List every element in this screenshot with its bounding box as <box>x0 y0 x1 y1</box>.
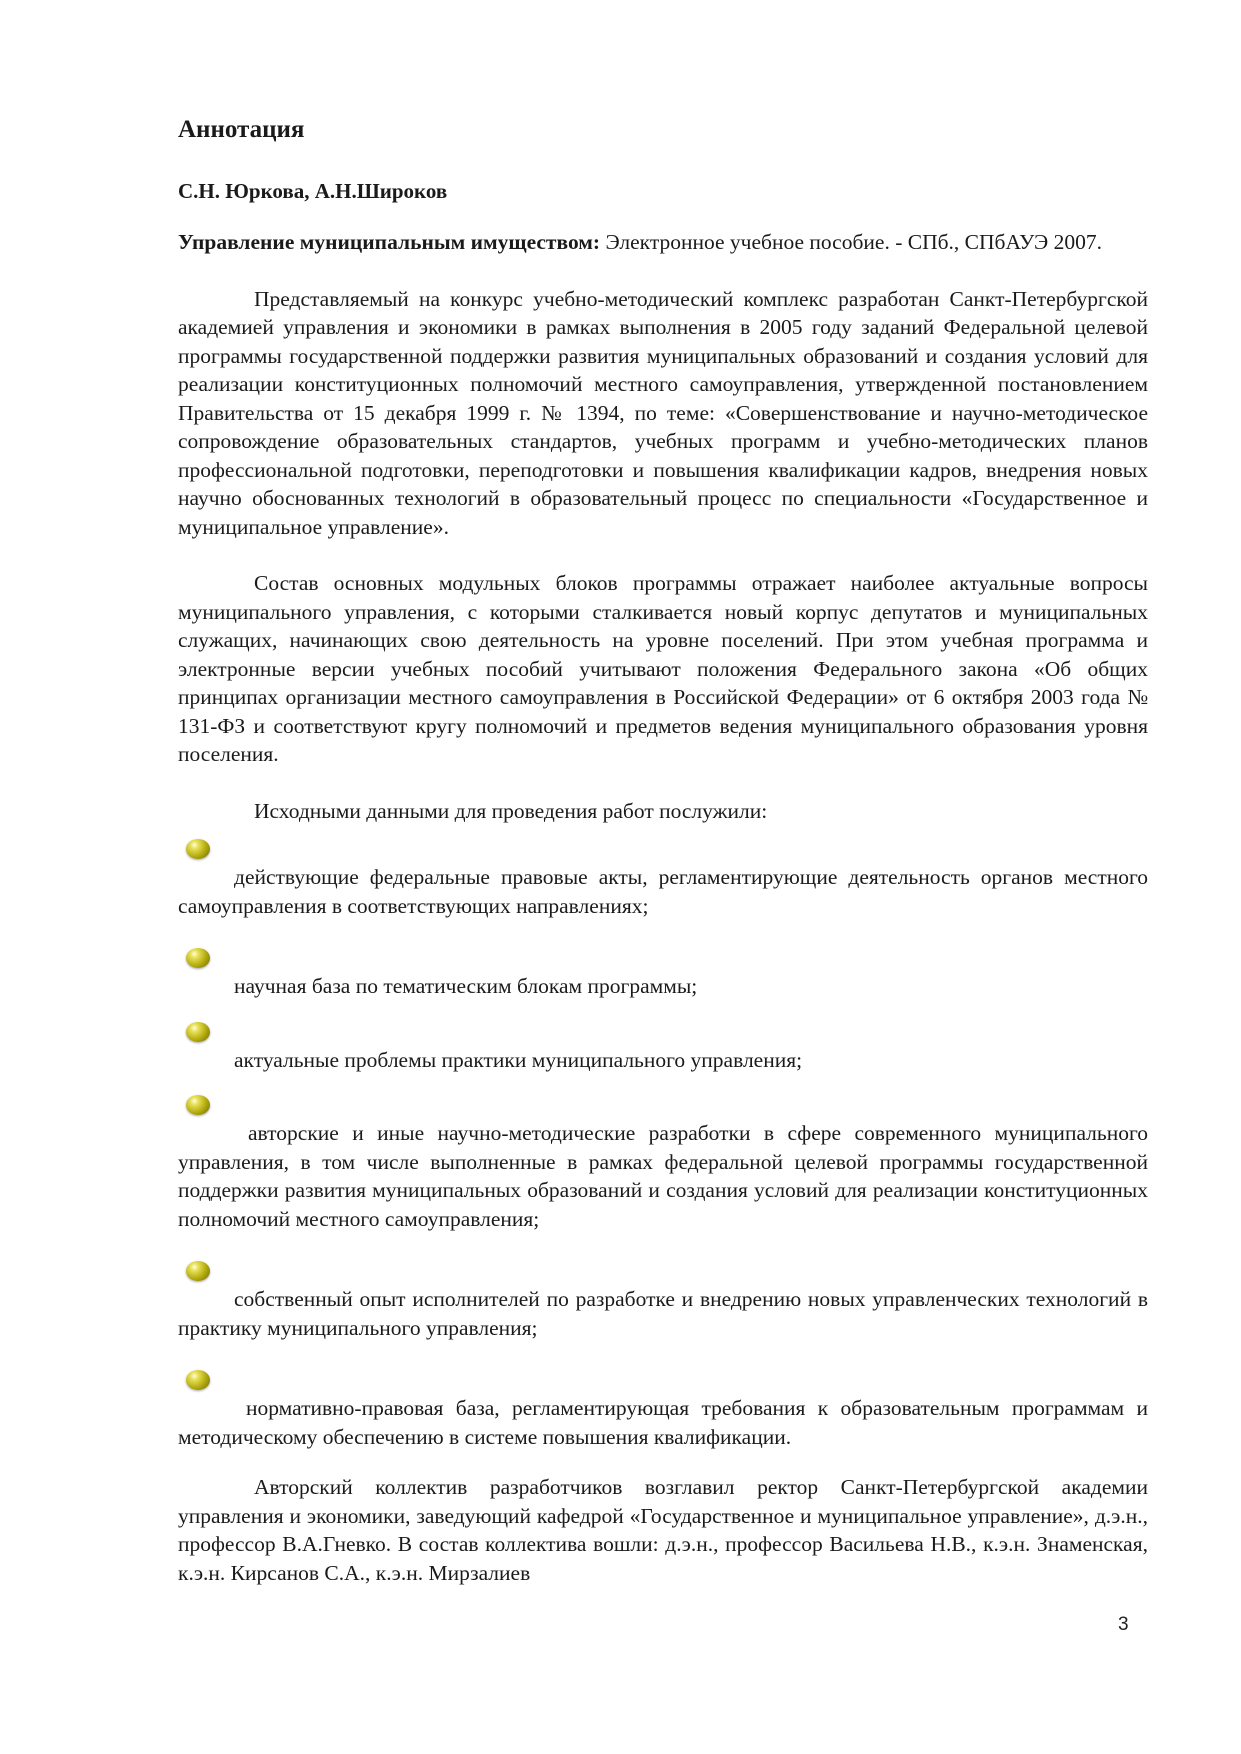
bullet-ball-icon <box>186 1261 210 1281</box>
page-number: 3 <box>1118 1614 1129 1635</box>
list-item <box>178 851 1148 920</box>
list-item-text: авторские и иные научно-методические разработки в сфере современного муниципального управления, в том числе выполненные в рамках федеральной целевой программы государственной поддержки развития муниципальных образований и создания условий для реализации конституционных полномочий местного самоуправления; <box>178 1121 1148 1231</box>
list-item <box>178 1273 1148 1342</box>
book-details: Электронное учебное пособие. - СПб., СПбАУЭ 2007. <box>600 230 1103 254</box>
list-item <box>178 1107 1148 1233</box>
paragraph-sources-lead: Исходными данными для проведения работ послужили: <box>254 798 768 823</box>
list-item-text: нормативно-правовая база, регламентирующая требования к образовательным программам и методическому обеспечению в системе повышения квалификации. <box>178 1396 1148 1449</box>
book-reference <box>178 228 1148 257</box>
bullet-ball-icon <box>186 948 210 968</box>
list-item <box>178 960 1148 1001</box>
list-item-text: актуальные проблемы практики муниципального управления; <box>234 1047 803 1072</box>
bullet-ball-icon <box>186 839 210 859</box>
list-item <box>178 1034 1148 1075</box>
bullet-ball-icon <box>186 1095 210 1115</box>
bullet-ball-icon <box>186 1370 210 1390</box>
paragraph-intro: Представляемый на конкурс учебно-методический комплекс разработан Санкт-Петербургской академией управления и экономики в рамках выполнения в 2005 году заданий Федеральной целевой программы государственной поддержки развития муниципальных образований и создания условий для реализации конституционных полномочий местного самоуправления, утвержденной постановлением Правительства от 15 декабря 1999 г. № 1394, по теме: «Совершенствование и научно-методическое сопровождение образовательных стандартов, учебных программ и учебно-методических планов профессиональной подготовки, переподготовки и повышения квалификации кадров, внедрения новых научно обоснованных технологий в образовательный процесс по специальности «Государственное и муниципальное управление». <box>178 286 1148 539</box>
list-item-text: научная база по тематическим блокам программы; <box>234 974 698 998</box>
paragraph-modules: Состав основных модульных блоков программы отражает наиболее актуальные вопросы муниципального управления, с которыми сталкивается новый корпус депутатов и муниципальных служащих, начинающих свою деятельность на уровне поселений. При этом учебная программа и электронные версии учебных пособий учитывают положения Федерального закона «Об общих принципах организации местного самоуправления в Российской Федерации» от 6 октября 2003 года № 131-ФЗ и соответствуют кругу полномочий и предметов ведения муниципального образования уровня поселения. <box>178 571 1148 766</box>
authors: С.Н. Юркова, А.Н.Широков <box>178 179 448 203</box>
list-item-text: действующие федеральные правовые акты, регламентирующие деятельность органов местного самоуправления в соответствующих направлениях; <box>178 865 1148 918</box>
list-item-text: собственный опыт исполнителей по разработке и внедрению новых управленческих технологий в практику муниципального управления; <box>178 1287 1148 1340</box>
list-item <box>178 1382 1148 1451</box>
book-title: Управление муниципальным имуществом: <box>178 230 601 254</box>
paragraph-authors-team: Авторский коллектив разработчиков возглавил ректор Санкт-Петербургской академии управления и экономики, заведующий кафедрой «Государственное и муниципальное управление», д.э.н., профессор В.А.Гневко. В состав коллектива вошли: д.э.н., профессор Васильева Н.В., к.э.н. Знаменская, к.э.н. Кирсанов С.А., к.э.н. Мирзалиев <box>178 1475 1148 1585</box>
bullet-ball-icon <box>186 1022 210 1042</box>
page-content <box>178 112 1148 1587</box>
page-title: Аннотация <box>178 116 305 143</box>
